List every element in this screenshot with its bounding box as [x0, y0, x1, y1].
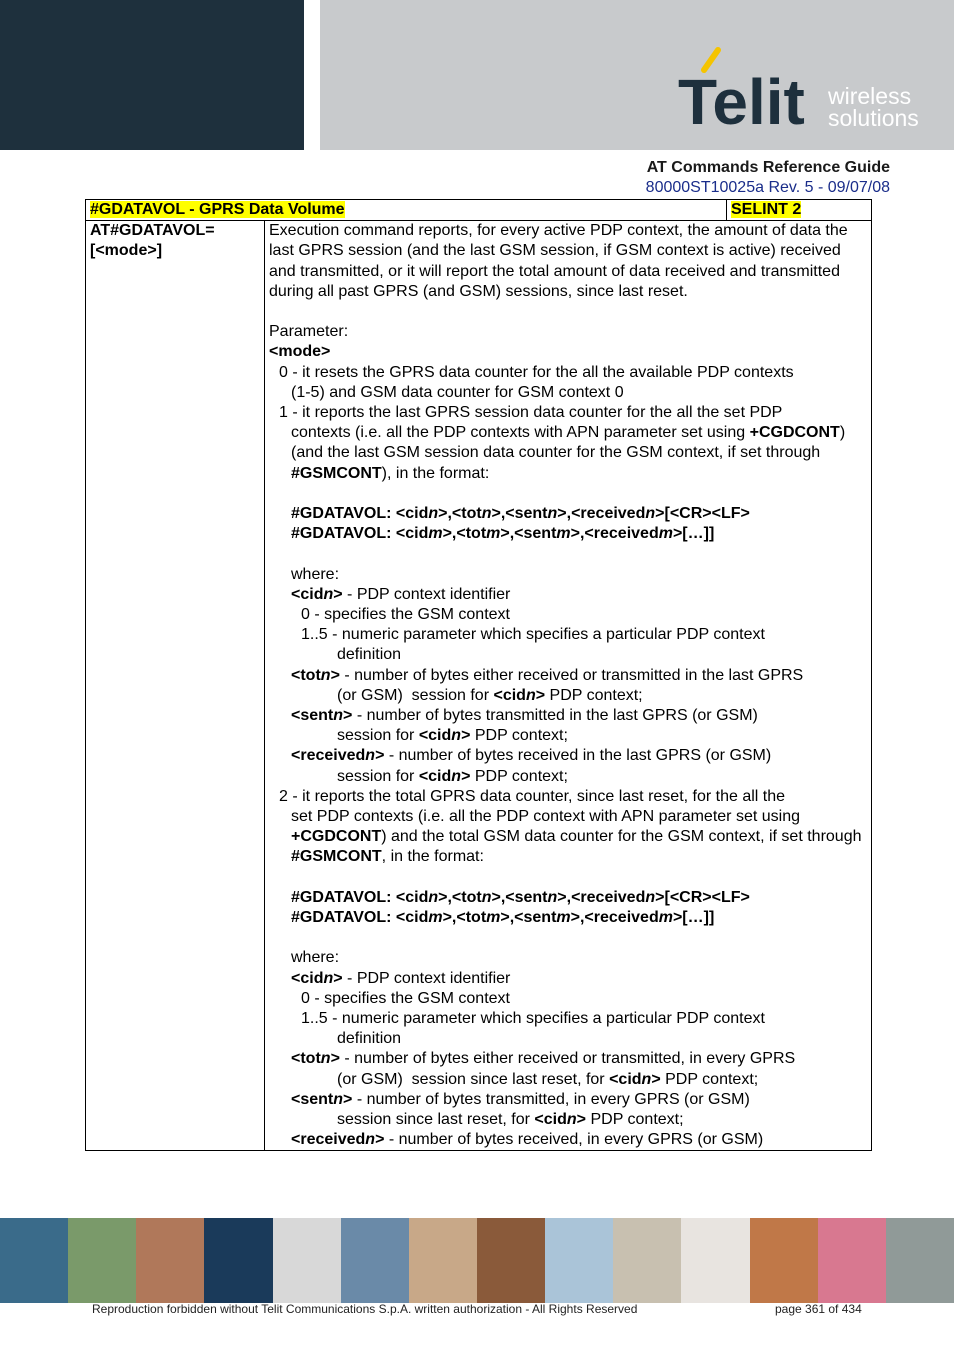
telit-logo — [676, 46, 936, 136]
document-title: AT Commands Reference Guide — [646, 159, 890, 176]
mode-0-cont: (1-5) and GSM data counter for GSM context 0 — [291, 383, 624, 401]
cidn-1-5-cont: definition — [337, 646, 402, 664]
footer-photo — [409, 1218, 477, 1303]
footer-photo — [341, 1218, 409, 1303]
cidn-0: 0 - specifies the GSM context — [301, 606, 510, 624]
where-label-2: where: — [291, 949, 340, 967]
cidn-desc-2: <cidn> - PDP context identifier — [291, 969, 511, 987]
footer-photo — [0, 1218, 68, 1303]
footer-photo — [273, 1218, 341, 1303]
where-label: where: — [291, 565, 340, 583]
mode-2-cont: set PDP contexts (i.e. all the PDP context with APN parameter set using +CGDCONT) and the total GSM data counter for the GSM context, if set through #GSMCONT, in the format: — [291, 808, 862, 866]
footer-photo — [68, 1218, 136, 1303]
mode-1-cont: contexts (i.e. all the PDP contexts with APN parameter set using +CGDCONT) (and the last GSM session data counter for the GSM context, if set through #GSMCONT), in the format: — [291, 424, 846, 482]
document-revision: 80000ST10025a Rev. 5 - 09/07/08 — [645, 179, 890, 196]
totn-desc-2: <totn> - number of bytes either received or transmitted, in every GPRS — [291, 1050, 796, 1068]
command-table — [85, 199, 872, 1151]
cidn-0-2: 0 - specifies the GSM context — [301, 989, 510, 1007]
footer-photo — [613, 1218, 681, 1303]
syntax-cell — [86, 221, 265, 1151]
format-line-2: #GDATAVOL: <cidm>,<totm>,<sentm>,<receivedm>[…]] — [291, 525, 715, 543]
totn-desc-cont: (or GSM) session for <cidn> PDP context; — [337, 686, 643, 704]
selint-cell — [727, 200, 872, 221]
footer-photo — [750, 1218, 818, 1303]
description-text: Execution command reports, for every active PDP context, the amount of data the last GPRS session (and the last GSM session, if GSM context is active) received and transmitted, or it will report the total amount of data received and transmitted during all past GPRS (and GSM) sessions, since last reset. — [269, 222, 848, 300]
cidn-1-5-2: 1..5 - numeric parameter which specifies a particular PDP context — [301, 1010, 765, 1028]
format-line-3: #GDATAVOL: <cidn>,<totn>,<sentn>,<receivedn>[<CR><LF> — [291, 888, 750, 906]
footer-photo — [545, 1218, 613, 1303]
command-title: #GDATAVOL - GPRS Data Volume — [90, 201, 345, 218]
footer-photo — [681, 1218, 749, 1303]
format-line-1: #GDATAVOL: <cidn>,<totn>,<sentn>,<receivedn>[<CR><LF> — [291, 505, 750, 523]
footer-photo — [886, 1218, 954, 1303]
description-cell — [265, 221, 872, 1151]
table-body-row — [86, 221, 872, 1151]
receivedn-desc-2: <receivedn> - number of bytes received, in every GPRS (or GSM) — [291, 1131, 764, 1149]
sentn-desc-2: <sentn> - number of bytes transmitted, in every GPRS (or GSM) — [291, 1090, 750, 1108]
header-dark-panel — [0, 0, 304, 150]
mode-2: 2 - it reports the total GPRS data counter, since last reset, for the all the — [279, 787, 786, 805]
totn-desc-cont-2: (or GSM) session since last reset, for <cidn> PDP context; — [337, 1070, 759, 1088]
totn-desc: <totn> - number of bytes either received or transmitted in the last GPRS — [291, 666, 804, 684]
cidn-1-5-cont-2: definition — [337, 1030, 402, 1048]
footer-photo — [477, 1218, 545, 1303]
brand-tagline-2: solutions — [828, 105, 919, 131]
sentn-desc-cont: session for <cidn> PDP context; — [337, 727, 568, 745]
footer-photo — [818, 1218, 886, 1303]
format-line-4: #GDATAVOL: <cidm>,<totm>,<sentm>,<receivedm>[…]] — [291, 909, 715, 927]
mode-1: 1 - it reports the last GPRS session data counter for the all the set PDP — [279, 404, 783, 422]
command-title-cell — [86, 200, 727, 221]
footer-photo — [204, 1218, 272, 1303]
sentn-desc-cont-2: session since last reset, for <cidn> PDP context; — [337, 1111, 684, 1129]
syntax-line-2: [<mode>] — [90, 242, 163, 260]
receivedn-desc: <receivedn> - number of bytes received in the last GPRS (or GSM) — [291, 747, 772, 765]
mode-0: 0 - it resets the GPRS data counter for the all the available PDP contexts — [279, 363, 794, 381]
footer-page-number: page 361 of 434 — [775, 1302, 862, 1316]
selint-badge: SELINT 2 — [731, 201, 802, 218]
parameter-heading: Parameter: — [269, 323, 349, 341]
cidn-desc: <cidn> - PDP context identifier — [291, 585, 511, 603]
cidn-1-5: 1..5 - numeric parameter which specifies a particular PDP context — [301, 626, 765, 644]
syntax-line-1: AT#GDATAVOL= — [90, 222, 215, 240]
mode-param: <mode> — [269, 343, 331, 361]
receivedn-desc-cont: session for <cidn> PDP context; — [337, 767, 568, 785]
table-header-row — [86, 200, 872, 221]
sentn-desc: <sentn> - number of bytes transmitted in the last GPRS (or GSM) — [291, 707, 758, 725]
footer-photo — [136, 1218, 204, 1303]
footer-copyright: Reproduction forbidden without Telit Communications S.p.A. written authorization - All Rights Reserved — [92, 1302, 638, 1316]
brand-tagline-1: wireless — [828, 83, 912, 109]
footer-image-strip — [0, 1218, 954, 1303]
brand-name: Telit — [678, 66, 805, 136]
